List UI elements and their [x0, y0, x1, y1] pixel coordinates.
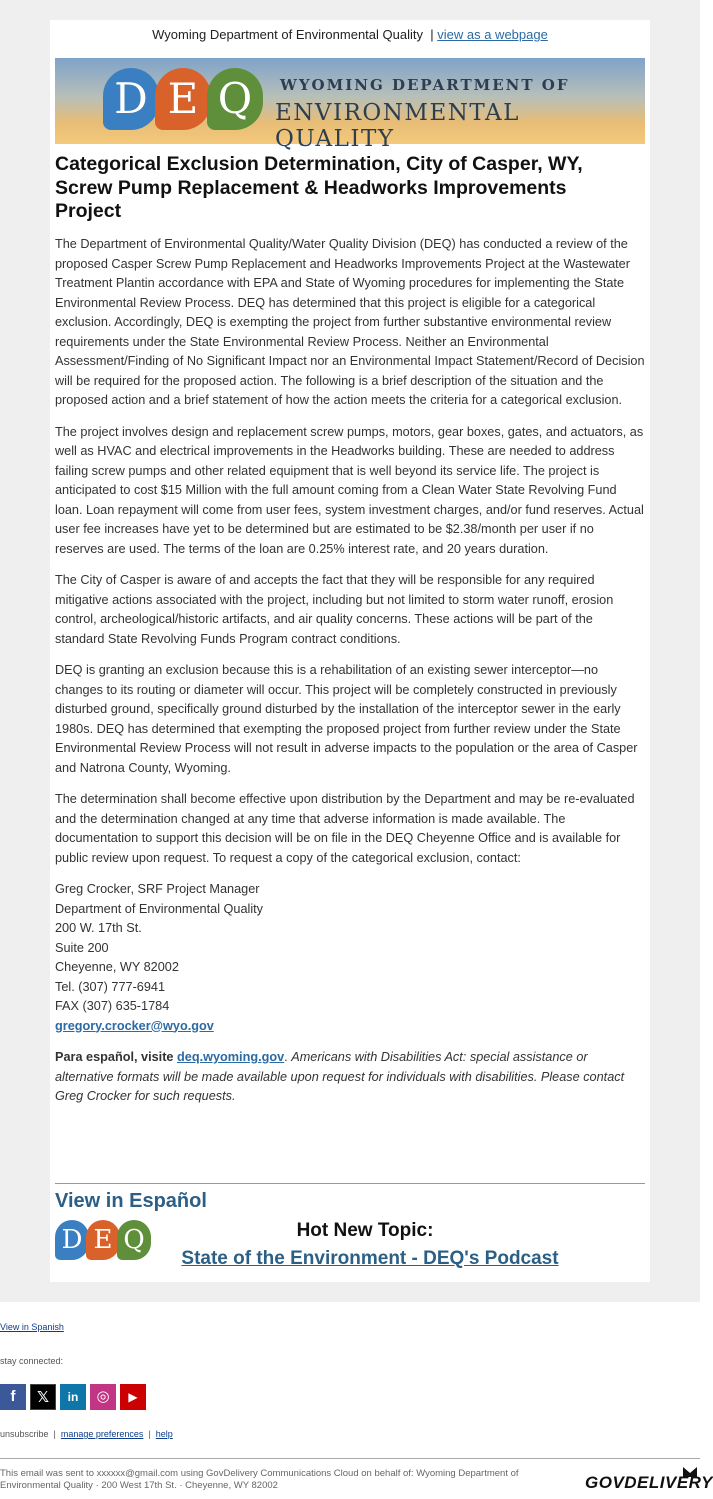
facebook-icon[interactable]: f: [0, 1384, 26, 1410]
logo-letter-q: Q: [207, 68, 263, 130]
help-link[interactable]: help: [155, 1429, 173, 1439]
contact-email-link[interactable]: gregory.crocker@wyo.gov: [55, 1018, 214, 1033]
deq-banner: [55, 58, 645, 152]
spanish-ada-paragraph: [55, 1048, 645, 1107]
contact-dept: Department of Environmental Quality: [55, 901, 264, 916]
footer-sep: |: [53, 1429, 56, 1439]
view-as-webpage-link[interactable]: view as a webpage: [437, 27, 548, 42]
deq-logo: [103, 68, 263, 132]
email-card: [50, 20, 650, 1282]
contact-street: 200 W. 17th St.: [55, 921, 142, 935]
banner-title-line2: ENVIRONMENTAL QUALITY: [275, 100, 520, 152]
footer-links: [0, 1429, 173, 1439]
paragraph: The Department of Environmental Quality/Water Quality Division (DEQ) has conducted a review of the proposed Casper Screw Pump Replacement and Headworks Improvements Project at the Wastewater Treatment Plantin accordance with EPA and State of Wyoming procedures for implementing the State Environmental Review Process. DEQ has determined that this project is eligible for a categorical exclusion. Accordingly, DEQ is exempting the project from further substantive environmental review requirements under the State Environmental Review Process. Neither an Environmental Assessment/Finding of No Significant Impact nor an Environmental Impact Statement/Record of Decision will be required for the proposed action. The following is a brief description of the situation and the proposed action and a brief statement of how the action meets the criteria for a categorical exclusion.: [55, 237, 645, 407]
paragraph: The City of Casper is aware of and accepts the fact that they will be responsible for any required mitigative actions associated with the project, including but not limited to storm water runoff, erosion control, archeological/historic artifacts, and air quality concerns. These actions will be part of the standard State Revolving Funds Program contract conditions.: [55, 573, 614, 646]
paragraph: DEQ is granting an exclusion because this is a rehabilitation of an existing sewer interceptor—no changes to its routing or diameter will occur. This project will be completely constructed in previously disturbed ground, specifically ground disturbed by the installation of the interceptor sewer in the early 1980s. DEQ has determined that exempting the proposed project from further review under the State Environmental Review Process will not result in adverse impacts to the population or the area of Casper and Natrona County, Wyoming.: [55, 663, 638, 775]
spanish-lead: Para español, visite: [55, 1050, 174, 1064]
instagram-icon[interactable]: ◎: [90, 1384, 116, 1410]
contact-fax: FAX (307) 635-1784: [55, 999, 170, 1013]
contact-city: Cheyenne, WY 82002: [55, 960, 179, 974]
spanish-period: .: [284, 1050, 288, 1064]
paragraph: The determination shall become effective upon distribution by the Department and may be re-evaluated and the determination changed at any time that adverse information is made available. The documentation to support this decision will be on file in the DEQ Cheyenne Office and is available for public review upon request. To request a copy of the categorical exclusion, contact:: [55, 792, 635, 865]
youtube-icon[interactable]: ▶: [120, 1384, 146, 1410]
section-divider: [55, 1183, 645, 1184]
stay-connected-label: stay connected:: [0, 1356, 64, 1366]
header-line: [50, 27, 650, 42]
article-body: [55, 235, 645, 1119]
x-icon[interactable]: 𝕏: [30, 1384, 56, 1410]
paragraph: The project involves design and replacement screw pumps, motors, gear boxes, gates, and actuators, as well as HVAC and electrical improvements in the Headworks building. These are needed to address failing screw pumps and other related equipment that is well beyond its service life. The project is anticipated to cost $15 Million with the full amount coming from a Clean Water State Revolving Fund loan. Loan repayment will come from user fees, system investment charges, and/or fund reserves. Actual user fee increases have yet to be determined but are estimated to be $2.38/month per user if no reserves are used. The terms of the loan are 0.25% interest rate, and 20 years duration.: [55, 424, 644, 556]
contact-suite: Suite 200: [55, 940, 109, 955]
logo-letter-d: D: [103, 68, 159, 130]
small-logo-letter-e: E: [86, 1220, 120, 1260]
govdelivery-logo: GOVDELIVERY: [585, 1473, 713, 1492]
linkedin-icon[interactable]: in: [60, 1384, 86, 1410]
footer-note: This email was sent to xxxxxx@gmail.com using GovDelivery Communications Cloud on behalf of: Wyoming Department of Environmental Quality · 200 West 17th St. · Cheyenne, WY 82002: [0, 1468, 519, 1491]
article-title: Categorical Exclusion Determination, City of Casper, WY, Screw Pump Replacement & Headworks Improvements Project: [55, 153, 583, 222]
view-in-espanol-heading[interactable]: View in Español: [55, 1190, 207, 1212]
banner-title-line1: WYOMING DEPARTMENT OF: [280, 76, 570, 94]
contact-tel: Tel. (307) 777-6941: [55, 979, 166, 994]
org-name: Wyoming Department of Environmental Quality: [152, 27, 423, 42]
deq-small-logo: [55, 1220, 155, 1264]
small-logo-letter-d: D: [55, 1220, 89, 1260]
footer-divider: [0, 1458, 700, 1459]
contact-name: Greg Crocker, SRF Project Manager: [55, 882, 260, 896]
manage-preferences-link[interactable]: manage preferences: [60, 1429, 144, 1439]
unsubscribe-label[interactable]: unsubscribe: [0, 1429, 49, 1439]
contact-block: [55, 880, 645, 1036]
footer-sep: |: [148, 1429, 151, 1439]
ada-notice: Americans with Disabilities Act: special assistance or alternative formats will be made available upon request for individuals with disabilities. Please contact Greg Crocker for such requests.: [55, 1050, 625, 1103]
deq-website-link[interactable]: deq.wyoming.gov: [177, 1050, 285, 1064]
logo-letter-e: E: [155, 68, 211, 130]
podcast-link[interactable]: State of the Environment - DEQ's Podcast: [181, 1248, 559, 1269]
small-logo-letter-q: Q: [117, 1220, 151, 1260]
view-in-spanish-link[interactable]: View in Spanish: [0, 1322, 64, 1332]
header-separator: |: [430, 27, 434, 42]
hot-topic-heading: Hot New Topic:: [296, 1220, 434, 1241]
